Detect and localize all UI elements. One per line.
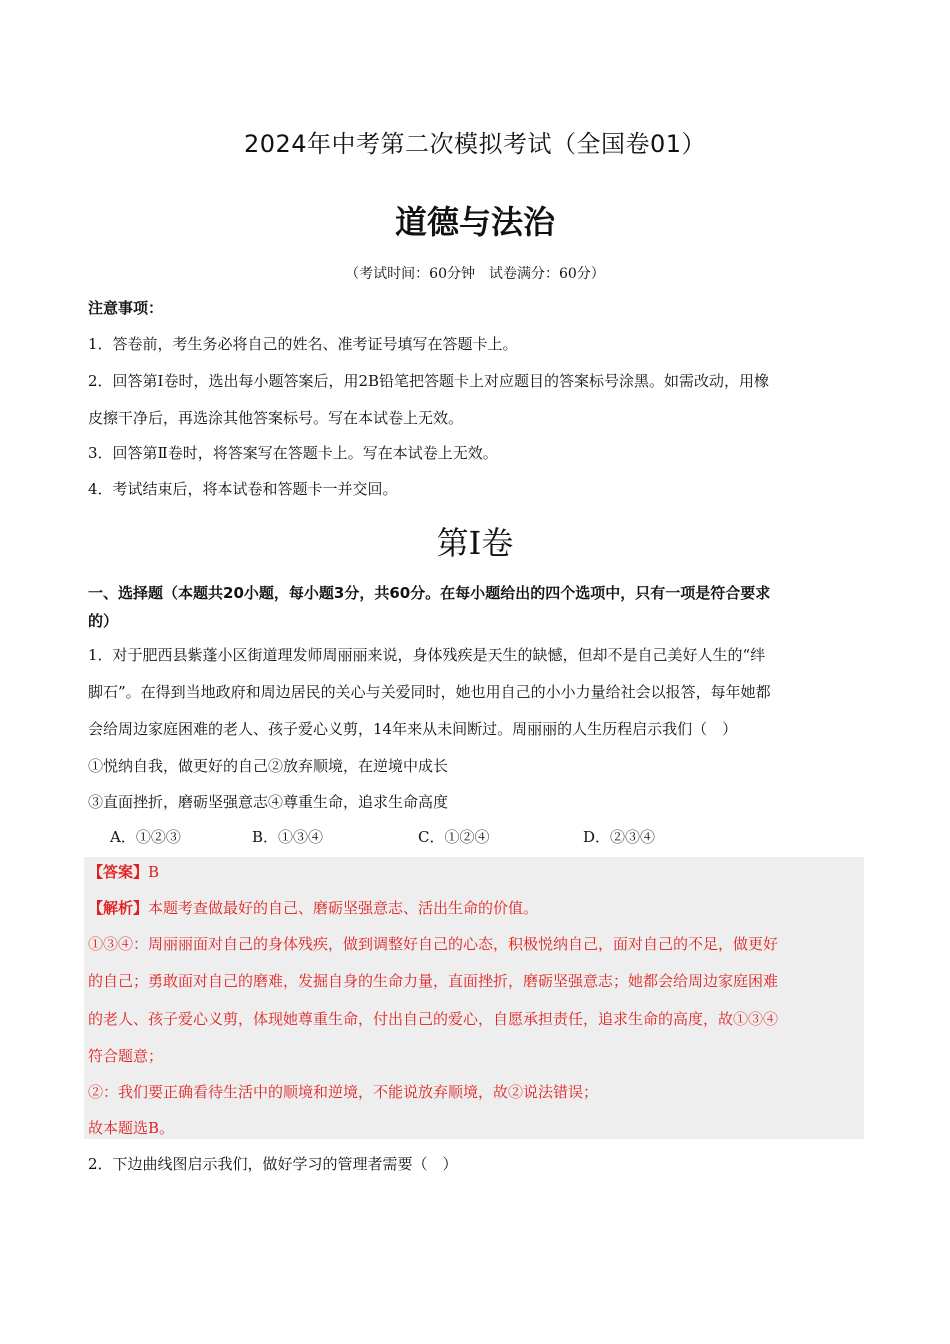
analysis-line-4: 符合题意； (88, 1047, 164, 1065)
answer-label: 【答案】 (88, 863, 149, 881)
analysis-line-3: 的老人、孩子爱心义剪，体现她尊重生命，付出自己的爱心，自愿承担责任，追求生命的高度，故①③④ (88, 1010, 779, 1028)
analysis-intro: 本题考查做最好的自己、磨砺坚强意志、活出生命的价值。 (148, 899, 539, 917)
option-a: A．①②③ (110, 828, 181, 846)
exam-info: （考试时间：60分钟 试卷满分：60分） (345, 266, 605, 282)
answer-line (88, 862, 864, 882)
option-c: C．①②④ (418, 828, 490, 846)
section-title: 第Ⅰ卷 (436, 524, 514, 562)
notice-heading: 注意事项： (88, 299, 164, 317)
notice-item-4: 4．考试结束后，将本试卷和答题卡一并交回。 (88, 480, 398, 498)
analysis-label: 【解析】 (88, 899, 149, 917)
option-d: D．②③④ (583, 828, 656, 846)
notice-item-3: 3．回答第Ⅱ卷时，将答案写在答题卡上。写在本试卷上无效。 (88, 444, 498, 462)
part-heading-line-2: 的） (88, 612, 119, 630)
analysis-line-5: ②：我们要正确看待生活中的顺境和逆境，不能说放弃顺境，故②说法错误； (88, 1083, 599, 1101)
subject-title: 道德与法治 (394, 203, 555, 241)
notice-item-2-line-1: 2．回答第Ⅰ卷时，选出每小题答案后，用2B铅笔把答题卡上对应题目的答案标号涂黑。如需改动，用橡 (88, 372, 770, 390)
question-1-statement-2: ③直面挫折，磨砺坚强意志④尊重生命，追求生命高度 (88, 793, 449, 811)
question-2-line-1: 2．下边曲线图启示我们，做好学习的管理者需要（ ） (88, 1155, 458, 1173)
notice-item-2-line-2: 皮擦干净后，再选涂其他答案标号。写在本试卷上无效。 (88, 409, 464, 427)
question-1-options (88, 827, 864, 847)
analysis-line-6: 故本题选B。 (88, 1119, 175, 1137)
question-1-line-1: 1．对于肥西县紫蓬小区街道理发师周丽丽来说，身体残疾是天生的缺憾，但却不是自己美好人生的“绊 (88, 646, 766, 664)
notice-item-1: 1．答卷前，考生务必将自己的姓名、准考证号填写在答题卡上。 (88, 335, 518, 353)
analysis-intro-line (88, 898, 864, 918)
exam-title: 2024年中考第二次模拟考试（全国卷01） (243, 130, 707, 158)
part-heading-line-1: 一、选择题（本题共20小题，每小题3分，共60分。在每小题给出的四个选项中，只有一项是符合要求 (88, 584, 771, 602)
question-1-line-3: 会给周边家庭困难的老人、孩子爱心义剪，14年来从未间断过。周丽丽的人生历程启示我们（ ） (88, 720, 738, 738)
analysis-line-2: 的自己；勇敢面对自己的磨难，发掘自身的生命力量，直面挫折，磨砺坚强意志；她都会给周边家庭困难 (88, 972, 779, 990)
question-1-line-2: 脚石”。在得到当地政府和周边居民的关心与关爱同时，她也用自己的小小力量给社会以报答，每年她都 (88, 683, 771, 701)
option-b: B．①③④ (252, 828, 324, 846)
answer-value: B (148, 863, 160, 881)
question-1-statement-1: ①悦纳自我，做更好的自己②放弃顺境，在逆境中成长 (88, 757, 449, 775)
analysis-line-1: ①③④：周丽丽面对自己的身体残疾，做到调整好自己的心态，积极悦纳自己，面对自己的不足，做更好 (88, 935, 779, 953)
